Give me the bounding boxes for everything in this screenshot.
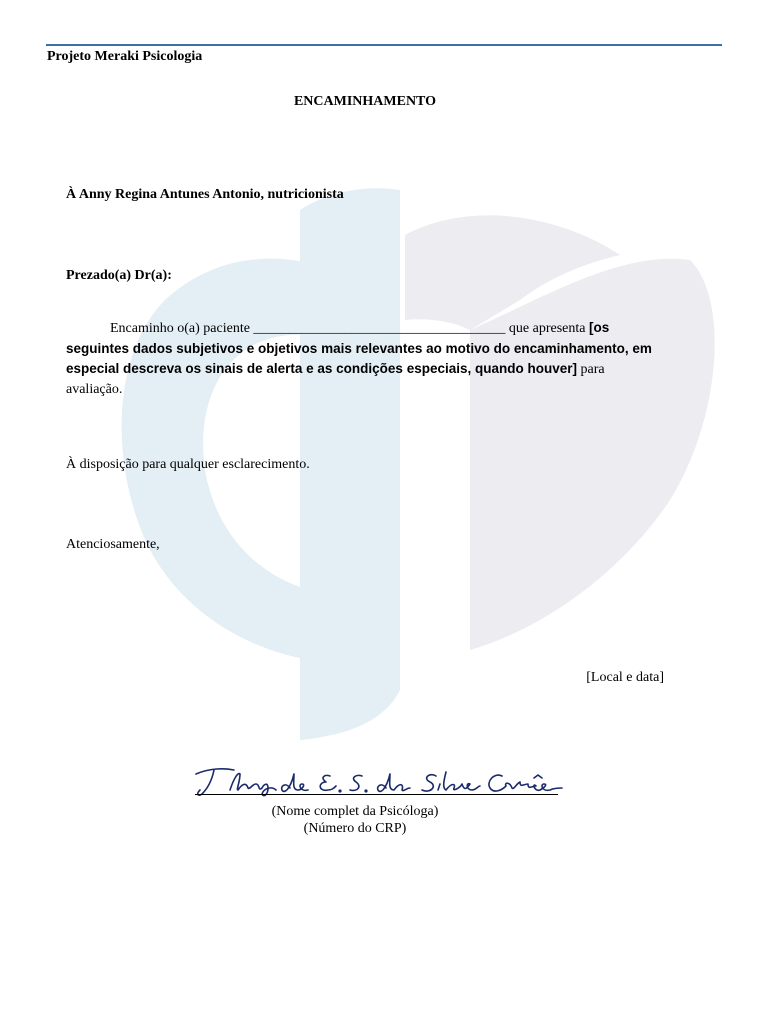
body-bold-instructions: [os seguintes dados subjetivos e objetivos mais relevantes ao motivo do encaminhamento, em especial descreva os sinais de alerta e as condições especiais, quando houver]	[66, 320, 652, 376]
availability-line: À disposição para qualquer esclarecimento.	[66, 457, 310, 472]
body-paragraph	[66, 318, 661, 399]
psychologist-name-placeholder: (Nome complet da Psicóloga)	[271, 804, 439, 819]
salutation: Prezado(a) Dr(a):	[66, 268, 172, 283]
body-intro: Encaminho o(a) paciente ____________________________________ que apresenta	[110, 321, 590, 336]
header-rule	[46, 44, 722, 46]
closing-line: Atenciosamente,	[66, 537, 160, 552]
organization-name: Projeto Meraki Psicologia	[47, 49, 203, 64]
recipient-line: À Anny Regina Antunes Antonio, nutricionista	[66, 187, 344, 202]
signature-line	[195, 794, 558, 795]
place-date: [Local e data]	[586, 670, 664, 685]
body-end: para avaliação.	[66, 362, 605, 397]
document-title: ENCAMINHAMENTO	[293, 94, 437, 109]
crp-number-placeholder: (Número do CRP)	[303, 821, 407, 836]
